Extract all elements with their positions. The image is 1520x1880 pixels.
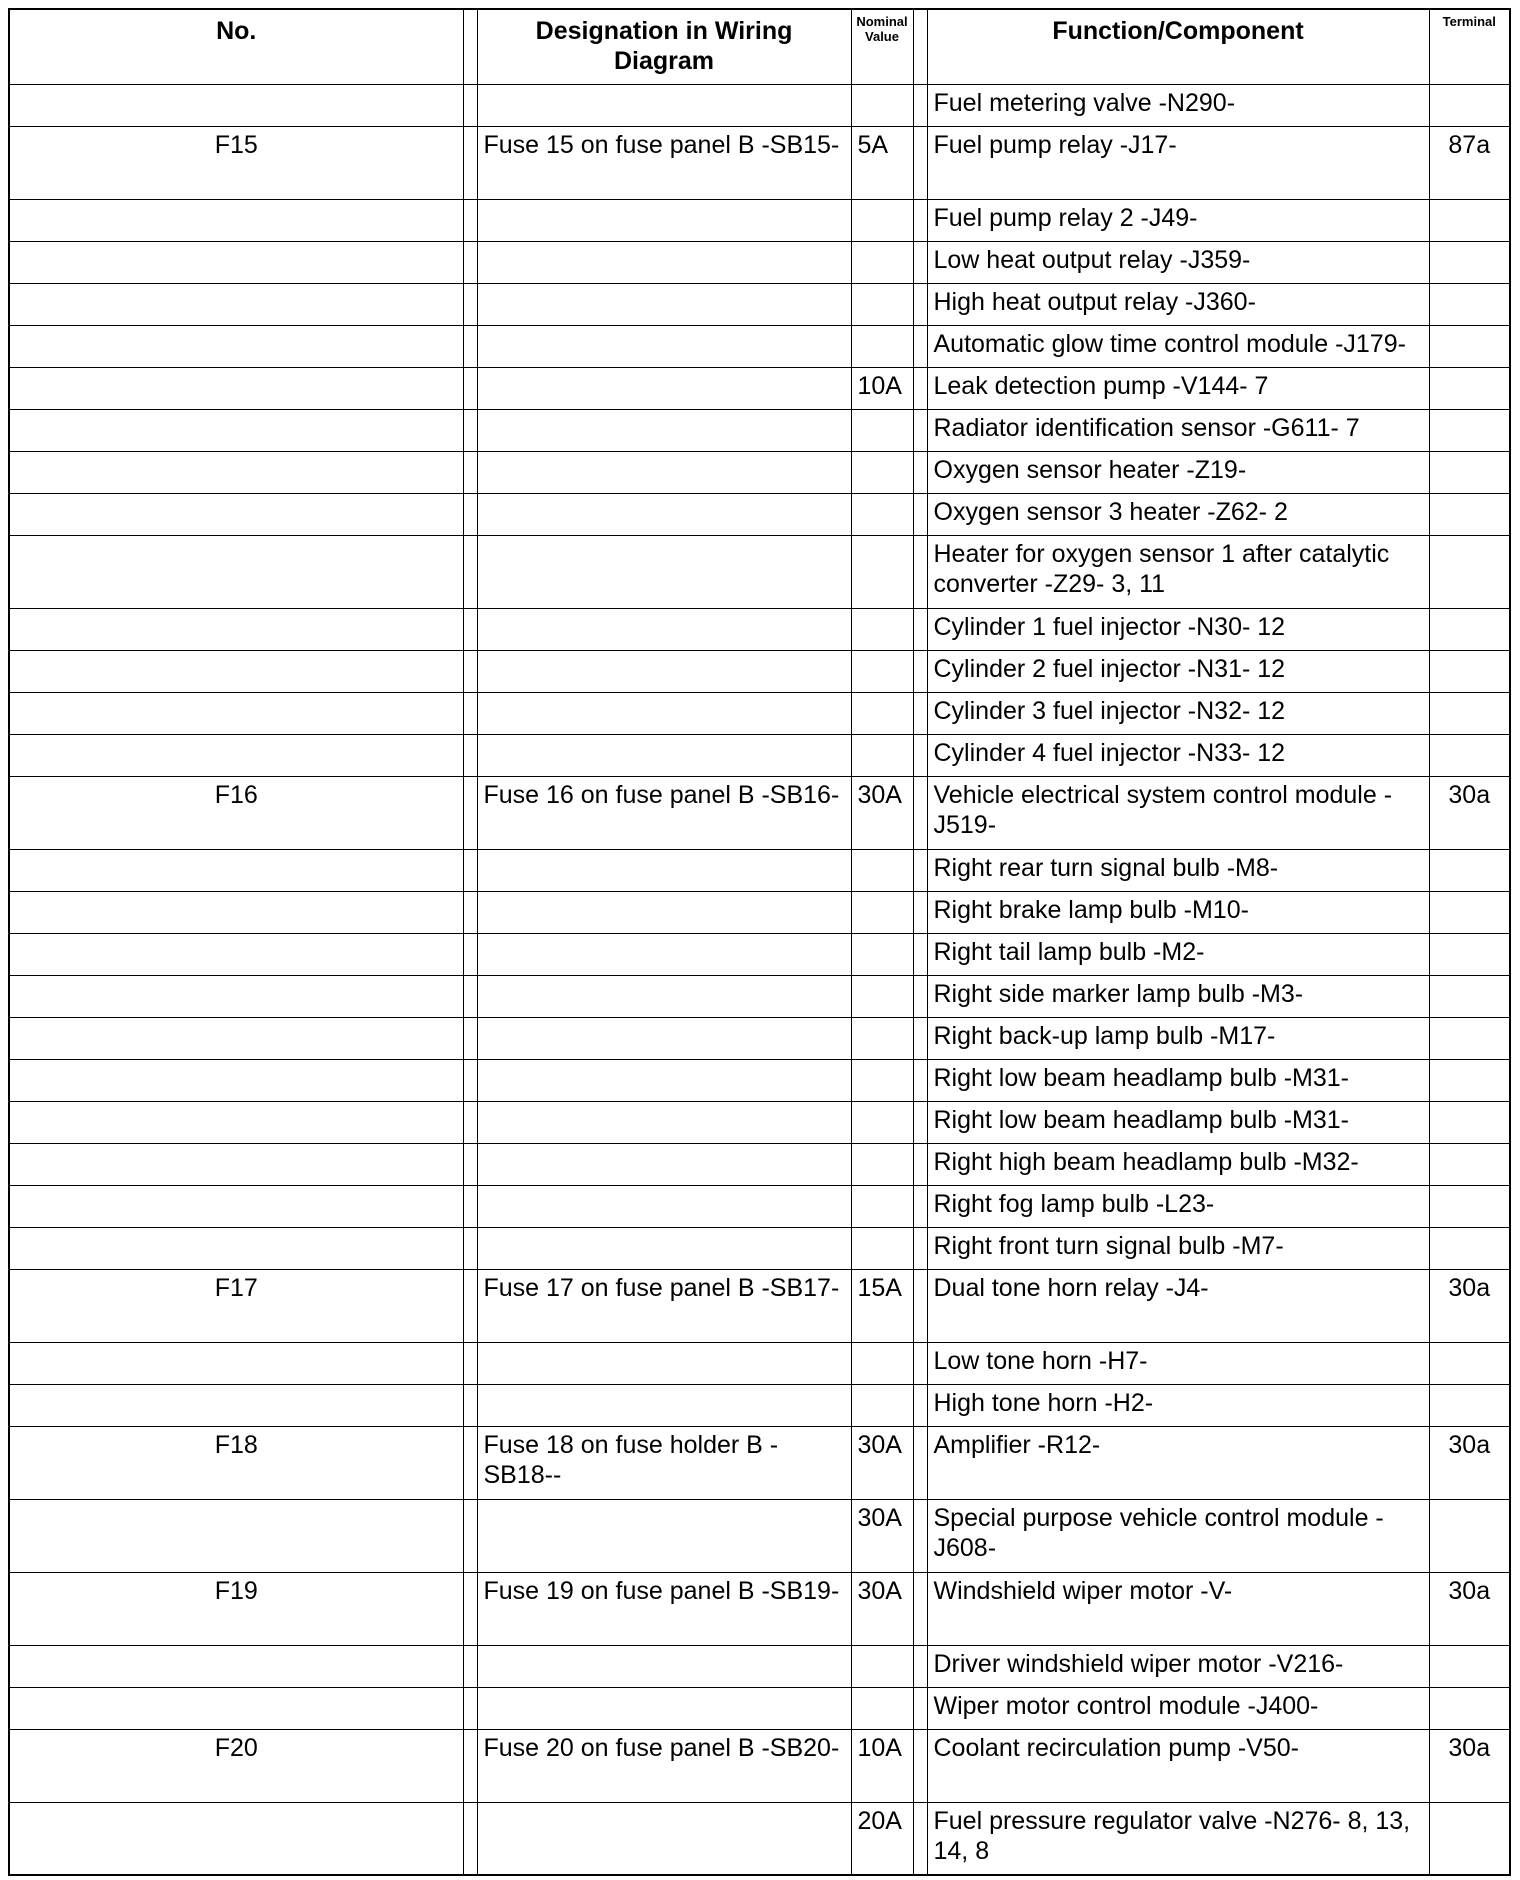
designation-cell [477,933,851,975]
spacer-cell [913,608,927,650]
component-cell: Radiator identification sensor -G611- 7 [927,409,1429,451]
terminal-cell [1429,283,1510,325]
fuse-table [8,8,1511,1876]
designation-cell [477,493,851,535]
table-row [9,1499,1510,1572]
fuse-number-cell [9,1342,463,1384]
component-cell: Windshield wiper motor -V- [927,1572,1429,1645]
spacer-cell [463,608,477,650]
fuse-number-cell [9,1059,463,1101]
nominal-value-cell [851,1101,913,1143]
terminal-cell [1429,692,1510,734]
component-cell: Oxygen sensor heater -Z19- [927,451,1429,493]
component-cell: Right high beam headlamp bulb -M32- [927,1143,1429,1185]
fuse-number-cell [9,933,463,975]
fuse-table-page [8,8,1509,1876]
terminal-cell [1429,1802,1510,1875]
nominal-value-cell [851,283,913,325]
spacer-cell [463,535,477,608]
spacer-cell [913,849,927,891]
terminal-cell: 30a [1429,1572,1510,1645]
nominal-value-cell [851,1143,913,1185]
designation-cell [477,84,851,126]
designation-cell [477,650,851,692]
terminal-cell: 87a [1429,126,1510,199]
nominal-value-cell [851,451,913,493]
terminal-cell [1429,933,1510,975]
designation-cell [477,241,851,283]
table-row [9,1384,1510,1426]
nominal-value-cell [851,1645,913,1687]
spacer-cell [913,126,927,199]
spacer-cell [463,493,477,535]
component-cell: Dual tone horn relay -J4- [927,1269,1429,1342]
component-cell: Cylinder 1 fuel injector -N30- 12 [927,608,1429,650]
table-row [9,734,1510,776]
terminal-cell: 30a [1429,1729,1510,1802]
component-cell: Cylinder 3 fuel injector -N32- 12 [927,692,1429,734]
spacer-cell [463,975,477,1017]
spacer-cell [463,1645,477,1687]
fuse-number-cell [9,325,463,367]
designation-cell: Fuse 20 on fuse panel B -SB20- [477,1729,851,1802]
designation-cell: Fuse 19 on fuse panel B -SB19- [477,1572,851,1645]
spacer-cell [913,199,927,241]
spacer-cell [913,283,927,325]
spacer-cell [463,849,477,891]
component-cell: Automatic glow time control module -J179- [927,325,1429,367]
spacer-cell [913,1687,927,1729]
fuse-number-cell [9,891,463,933]
spacer-cell [913,367,927,409]
spacer-cell [913,776,927,849]
fuse-number-cell [9,535,463,608]
component-cell: Wiper motor control module -J400- [927,1687,1429,1729]
fuse-number-cell [9,1017,463,1059]
table-row [9,650,1510,692]
nominal-value-cell [851,849,913,891]
terminal-cell [1429,1499,1510,1572]
spacer-cell [463,1269,477,1342]
terminal-cell [1429,1687,1510,1729]
designation-cell: Fuse 17 on fuse panel B -SB17- [477,1269,851,1342]
fuse-number-cell [9,1101,463,1143]
nominal-value-cell [851,1227,913,1269]
nominal-value-cell: 5A [851,126,913,199]
component-cell: Right brake lamp bulb -M10- [927,891,1429,933]
header-spacer [463,9,477,84]
spacer-cell [913,1017,927,1059]
header-terminal: Terminal [1429,9,1510,84]
spacer-cell [463,409,477,451]
table-row [9,1269,1510,1342]
designation-cell [477,734,851,776]
terminal-cell: 30a [1429,1426,1510,1499]
designation-cell [477,1802,851,1875]
designation-cell [477,283,851,325]
nominal-value-cell [851,84,913,126]
designation-cell [477,1227,851,1269]
nominal-value-cell [851,1687,913,1729]
spacer-cell [463,1227,477,1269]
fuse-number-cell [9,692,463,734]
spacer-cell [463,1687,477,1729]
fuse-number-cell: F20 [9,1729,463,1802]
fuse-number-cell [9,1645,463,1687]
spacer-cell [463,1017,477,1059]
nominal-value-cell: 10A [851,1729,913,1802]
terminal-cell [1429,199,1510,241]
nominal-value-cell [851,734,913,776]
nominal-value-cell [851,608,913,650]
nominal-value-cell: 30A [851,1499,913,1572]
table-body [9,84,1510,1875]
spacer-cell [913,1426,927,1499]
nominal-value-cell [851,1185,913,1227]
fuse-number-cell: F19 [9,1572,463,1645]
nominal-value-cell: 30A [851,776,913,849]
designation-cell [477,1185,851,1227]
designation-cell [477,1342,851,1384]
spacer-cell [913,734,927,776]
terminal-cell [1429,1384,1510,1426]
table-row [9,1645,1510,1687]
spacer-cell [913,692,927,734]
spacer-cell [463,241,477,283]
spacer-cell [913,1645,927,1687]
spacer-cell [913,1729,927,1802]
component-cell: Oxygen sensor 3 heater -Z62- 2 [927,493,1429,535]
component-cell: Low tone horn -H7- [927,1342,1429,1384]
terminal-cell [1429,650,1510,692]
nominal-value-cell [851,891,913,933]
spacer-cell [463,692,477,734]
component-cell: High heat output relay -J360- [927,283,1429,325]
fuse-number-cell [9,1185,463,1227]
designation-cell [477,1059,851,1101]
spacer-cell [463,84,477,126]
spacer-cell [463,199,477,241]
table-row [9,493,1510,535]
header-row [9,9,1510,84]
component-cell: Fuel pump relay 2 -J49- [927,199,1429,241]
spacer-cell [463,1101,477,1143]
spacer-cell [913,1101,927,1143]
designation-cell [477,1687,851,1729]
table-row [9,283,1510,325]
component-cell: Right low beam headlamp bulb -M31- [927,1059,1429,1101]
table-row [9,1059,1510,1101]
fuse-number-cell [9,1143,463,1185]
spacer-cell [913,84,927,126]
spacer-cell [463,650,477,692]
terminal-cell [1429,367,1510,409]
nominal-value-cell [851,493,913,535]
fuse-number-cell [9,1687,463,1729]
component-cell: Low heat output relay -J359- [927,241,1429,283]
fuse-number-cell [9,367,463,409]
table-row [9,1342,1510,1384]
designation-cell: Fuse 15 on fuse panel B -SB15- [477,126,851,199]
fuse-number-cell [9,409,463,451]
table-row [9,535,1510,608]
component-cell: Right fog lamp bulb -L23- [927,1185,1429,1227]
table-row [9,933,1510,975]
table-row [9,692,1510,734]
spacer-cell [463,776,477,849]
fuse-number-cell [9,975,463,1017]
header-spacer [913,9,927,84]
fuse-number-cell [9,1802,463,1875]
fuse-number-cell: F15 [9,126,463,199]
component-cell: Right side marker lamp bulb -M3- [927,975,1429,1017]
spacer-cell [913,975,927,1017]
spacer-cell [463,1185,477,1227]
spacer-cell [913,1499,927,1572]
spacer-cell [913,1802,927,1875]
nominal-value-cell [851,535,913,608]
component-cell: Right low beam headlamp bulb -M31- [927,1101,1429,1143]
header-no: No. [9,9,463,84]
terminal-cell [1429,975,1510,1017]
designation-cell [477,367,851,409]
spacer-cell [463,1572,477,1645]
table-row [9,199,1510,241]
spacer-cell [463,126,477,199]
nominal-value-cell [851,409,913,451]
component-cell: Right rear turn signal bulb -M8- [927,849,1429,891]
table-row [9,241,1510,283]
header-nominal-value: Nominal Value [851,9,913,84]
component-cell: Cylinder 4 fuel injector -N33- 12 [927,734,1429,776]
spacer-cell [913,451,927,493]
nominal-value-cell [851,650,913,692]
component-cell: Fuel metering valve -N290- [927,84,1429,126]
spacer-cell [913,325,927,367]
terminal-cell [1429,535,1510,608]
designation-cell: Fuse 18 on fuse holder B -SB18-- [477,1426,851,1499]
terminal-cell [1429,409,1510,451]
table-row [9,409,1510,451]
fuse-number-cell [9,1227,463,1269]
table-row [9,1802,1510,1875]
component-cell: Vehicle electrical system control module -J519- [927,776,1429,849]
fuse-number-cell [9,650,463,692]
spacer-cell [913,891,927,933]
component-cell: Right tail lamp bulb -M2- [927,933,1429,975]
designation-cell [477,451,851,493]
spacer-cell [913,1572,927,1645]
spacer-cell [913,535,927,608]
designation-cell [477,1101,851,1143]
spacer-cell [463,1426,477,1499]
spacer-cell [463,283,477,325]
nominal-value-cell [851,692,913,734]
table-row [9,1729,1510,1802]
terminal-cell [1429,84,1510,126]
spacer-cell [913,650,927,692]
fuse-number-cell: F17 [9,1269,463,1342]
spacer-cell [913,1269,927,1342]
spacer-cell [913,1342,927,1384]
terminal-cell [1429,891,1510,933]
designation-cell [477,199,851,241]
nominal-value-cell: 20A [851,1802,913,1875]
table-row [9,776,1510,849]
terminal-cell [1429,1059,1510,1101]
component-cell: Right front turn signal bulb -M7- [927,1227,1429,1269]
table-row [9,325,1510,367]
component-cell: Special purpose vehicle control module -J608- [927,1499,1429,1572]
fuse-number-cell [9,493,463,535]
terminal-cell [1429,1017,1510,1059]
spacer-cell [913,1059,927,1101]
component-cell: Fuel pump relay -J17- [927,126,1429,199]
fuse-number-cell [9,608,463,650]
table-row [9,1687,1510,1729]
spacer-cell [463,1384,477,1426]
fuse-number-cell [9,241,463,283]
component-cell: Leak detection pump -V144- 7 [927,367,1429,409]
nominal-value-cell [851,325,913,367]
spacer-cell [463,891,477,933]
designation-cell: Fuse 16 on fuse panel B -SB16- [477,776,851,849]
spacer-cell [913,1384,927,1426]
spacer-cell [463,451,477,493]
designation-cell [477,692,851,734]
table-row [9,1143,1510,1185]
component-cell: Heater for oxygen sensor 1 after catalytic converter -Z29- 3, 11 [927,535,1429,608]
designation-cell [477,535,851,608]
nominal-value-cell: 30A [851,1426,913,1499]
spacer-cell [913,409,927,451]
table-row [9,1185,1510,1227]
terminal-cell: 30a [1429,776,1510,849]
component-cell: High tone horn -H2- [927,1384,1429,1426]
terminal-cell [1429,1101,1510,1143]
header-designation: Designation in Wiring Diagram [477,9,851,84]
fuse-number-cell: F18 [9,1426,463,1499]
terminal-cell [1429,849,1510,891]
spacer-cell [463,1143,477,1185]
terminal-cell [1429,1645,1510,1687]
table-row [9,1572,1510,1645]
component-cell: Amplifier -R12- [927,1426,1429,1499]
spacer-cell [463,1342,477,1384]
table-row [9,1426,1510,1499]
designation-cell [477,891,851,933]
spacer-cell [463,1802,477,1875]
designation-cell [477,409,851,451]
designation-cell [477,1645,851,1687]
fuse-number-cell [9,849,463,891]
terminal-cell [1429,734,1510,776]
component-cell: Driver windshield wiper motor -V216- [927,1645,1429,1687]
table-row [9,367,1510,409]
fuse-number-cell [9,1384,463,1426]
terminal-cell [1429,608,1510,650]
fuse-number-cell [9,84,463,126]
spacer-cell [463,367,477,409]
terminal-cell: 30a [1429,1269,1510,1342]
nominal-value-cell: 10A [851,367,913,409]
spacer-cell [463,325,477,367]
nominal-value-cell [851,1384,913,1426]
terminal-cell [1429,1227,1510,1269]
terminal-cell [1429,451,1510,493]
fuse-number-cell [9,283,463,325]
fuse-number-cell [9,734,463,776]
component-cell: Fuel pressure regulator valve -N276- 8, 13, 14, 8 [927,1802,1429,1875]
spacer-cell [913,1227,927,1269]
table-row [9,1101,1510,1143]
spacer-cell [463,734,477,776]
terminal-cell [1429,493,1510,535]
spacer-cell [913,1185,927,1227]
table-row [9,1227,1510,1269]
terminal-cell [1429,1185,1510,1227]
component-cell: Right back-up lamp bulb -M17- [927,1017,1429,1059]
fuse-number-cell [9,199,463,241]
table-row [9,975,1510,1017]
terminal-cell [1429,1342,1510,1384]
nominal-value-cell: 15A [851,1269,913,1342]
designation-cell [477,1143,851,1185]
fuse-number-cell [9,451,463,493]
designation-cell [477,1384,851,1426]
table-row [9,1017,1510,1059]
nominal-value-cell [851,241,913,283]
designation-cell [477,975,851,1017]
terminal-cell [1429,325,1510,367]
component-cell: Cylinder 2 fuel injector -N31- 12 [927,650,1429,692]
terminal-cell [1429,1143,1510,1185]
nominal-value-cell [851,933,913,975]
spacer-cell [463,1729,477,1802]
nominal-value-cell [851,1017,913,1059]
designation-cell [477,608,851,650]
header-function-component: Function/Component [927,9,1429,84]
spacer-cell [463,1499,477,1572]
table-row [9,849,1510,891]
designation-cell [477,1017,851,1059]
spacer-cell [463,1059,477,1101]
spacer-cell [913,1143,927,1185]
nominal-value-cell [851,975,913,1017]
component-cell: Coolant recirculation pump -V50- [927,1729,1429,1802]
table-row [9,608,1510,650]
table-row [9,891,1510,933]
fuse-number-cell: F16 [9,776,463,849]
table-row [9,84,1510,126]
designation-cell [477,1499,851,1572]
table-row [9,451,1510,493]
nominal-value-cell [851,1059,913,1101]
table-row [9,126,1510,199]
designation-cell [477,849,851,891]
designation-cell [477,325,851,367]
nominal-value-cell [851,199,913,241]
spacer-cell [913,241,927,283]
terminal-cell [1429,241,1510,283]
nominal-value-cell [851,1342,913,1384]
spacer-cell [913,933,927,975]
nominal-value-cell: 30A [851,1572,913,1645]
fuse-number-cell [9,1499,463,1572]
spacer-cell [913,493,927,535]
spacer-cell [463,933,477,975]
